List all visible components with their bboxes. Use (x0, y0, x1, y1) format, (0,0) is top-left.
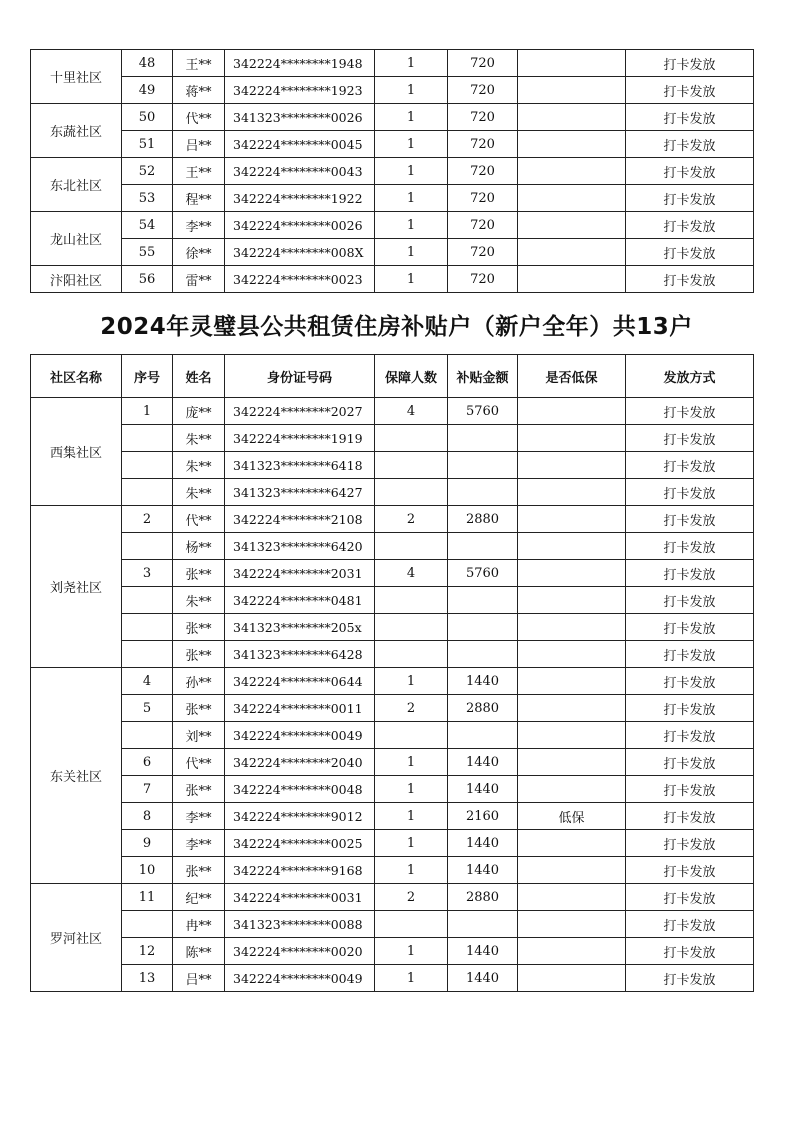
table-row (31, 452, 754, 479)
persons-cell (375, 452, 448, 479)
table-row (31, 749, 754, 776)
table-row (31, 911, 754, 938)
method-cell: 打卡发放 (626, 425, 754, 452)
id-number-cell: 341323********6418 (225, 452, 375, 479)
persons-cell: 4 (375, 398, 448, 425)
serial-no-cell: 4 (122, 668, 173, 695)
amount-cell (448, 614, 518, 641)
serial-no-cell: 10 (122, 857, 173, 884)
name-cell: 王** (173, 50, 225, 77)
table-row (31, 776, 754, 803)
method-cell: 打卡发放 (626, 212, 754, 239)
name-cell: 吕** (173, 131, 225, 158)
low-income-cell (518, 131, 626, 158)
name-cell: 朱** (173, 425, 225, 452)
method-cell: 打卡发放 (626, 266, 754, 293)
amount-cell: 720 (448, 212, 518, 239)
amount-cell: 1440 (448, 965, 518, 992)
name-cell: 张** (173, 641, 225, 668)
table-row (31, 266, 754, 293)
table-row (31, 425, 754, 452)
method-cell: 打卡发放 (626, 668, 754, 695)
serial-no-cell (122, 587, 173, 614)
low-income-cell (518, 857, 626, 884)
table-row (31, 104, 754, 131)
persons-cell: 1 (375, 803, 448, 830)
amount-cell: 2880 (448, 695, 518, 722)
community-cell: 刘尧社区 (31, 506, 122, 668)
amount-cell: 5760 (448, 560, 518, 587)
id-number-cell: 341323********0088 (225, 911, 375, 938)
table-row (31, 830, 754, 857)
method-cell: 打卡发放 (626, 884, 754, 911)
method-cell: 打卡发放 (626, 722, 754, 749)
table-row (31, 212, 754, 239)
community-cell: 十里社区 (31, 50, 122, 104)
low-income-cell (518, 212, 626, 239)
persons-cell: 1 (375, 938, 448, 965)
amount-cell (448, 587, 518, 614)
name-cell: 代** (173, 104, 225, 131)
name-cell: 庞** (173, 398, 225, 425)
id-number-cell: 342224********9012 (225, 803, 375, 830)
amount-cell: 2160 (448, 803, 518, 830)
serial-no-cell: 55 (122, 239, 173, 266)
persons-cell: 1 (375, 77, 448, 104)
method-cell: 打卡发放 (626, 479, 754, 506)
community-cell: 东关社区 (31, 668, 122, 884)
serial-no-cell (122, 641, 173, 668)
persons-cell: 1 (375, 131, 448, 158)
name-cell: 李** (173, 212, 225, 239)
low-income-cell (518, 614, 626, 641)
persons-cell: 1 (375, 266, 448, 293)
amount-cell: 720 (448, 185, 518, 212)
id-number-cell: 342224********1919 (225, 425, 375, 452)
table-row (31, 614, 754, 641)
method-cell: 打卡发放 (626, 776, 754, 803)
table-row (31, 965, 754, 992)
id-number-cell: 342224********2031 (225, 560, 375, 587)
low-income-cell: 低保 (518, 803, 626, 830)
table-row (31, 77, 754, 104)
amount-cell (448, 533, 518, 560)
header-id-number: 身份证号码 (225, 355, 375, 398)
new-household-subsidy-table (30, 354, 754, 992)
amount-cell: 5760 (448, 398, 518, 425)
low-income-cell (518, 749, 626, 776)
top-table-body (31, 50, 754, 293)
amount-cell: 720 (448, 50, 518, 77)
table-row (31, 50, 754, 77)
persons-cell: 1 (375, 239, 448, 266)
id-number-cell: 342224********0049 (225, 722, 375, 749)
serial-no-cell (122, 911, 173, 938)
method-cell: 打卡发放 (626, 506, 754, 533)
table-row (31, 668, 754, 695)
serial-no-cell: 53 (122, 185, 173, 212)
id-number-cell: 342224********0026 (225, 212, 375, 239)
amount-cell (448, 425, 518, 452)
serial-no-cell (122, 452, 173, 479)
low-income-cell (518, 479, 626, 506)
table-row (31, 560, 754, 587)
table-row (31, 479, 754, 506)
name-cell: 朱** (173, 587, 225, 614)
persons-cell (375, 479, 448, 506)
table-row (31, 398, 754, 425)
persons-cell: 1 (375, 857, 448, 884)
id-number-cell: 342224********0049 (225, 965, 375, 992)
serial-no-cell: 48 (122, 50, 173, 77)
method-cell: 打卡发放 (626, 803, 754, 830)
id-number-cell: 341323********6420 (225, 533, 375, 560)
amount-cell: 1440 (448, 830, 518, 857)
community-cell: 罗河社区 (31, 884, 122, 992)
persons-cell (375, 614, 448, 641)
table-row (31, 158, 754, 185)
method-cell: 打卡发放 (626, 131, 754, 158)
low-income-cell (518, 560, 626, 587)
id-number-cell: 342224********0023 (225, 266, 375, 293)
header-persons: 保障人数 (375, 355, 448, 398)
low-income-cell (518, 425, 626, 452)
id-number-cell: 341323********205x (225, 614, 375, 641)
header-amount: 补贴金额 (448, 355, 518, 398)
amount-cell (448, 452, 518, 479)
amount-cell: 1440 (448, 749, 518, 776)
persons-cell (375, 425, 448, 452)
table-row (31, 695, 754, 722)
id-number-cell: 342224********0031 (225, 884, 375, 911)
amount-cell: 720 (448, 131, 518, 158)
serial-no-cell (122, 479, 173, 506)
table-row (31, 131, 754, 158)
low-income-cell (518, 506, 626, 533)
name-cell: 雷** (173, 266, 225, 293)
method-cell: 打卡发放 (626, 614, 754, 641)
method-cell: 打卡发放 (626, 77, 754, 104)
id-number-cell: 342224********2027 (225, 398, 375, 425)
method-cell: 打卡发放 (626, 911, 754, 938)
header-name: 姓名 (173, 355, 225, 398)
serial-no-cell (122, 425, 173, 452)
amount-cell: 2880 (448, 506, 518, 533)
persons-cell (375, 641, 448, 668)
id-number-cell: 341323********6427 (225, 479, 375, 506)
persons-cell: 1 (375, 212, 448, 239)
persons-cell (375, 533, 448, 560)
table-row (31, 641, 754, 668)
serial-no-cell: 52 (122, 158, 173, 185)
persons-cell: 1 (375, 668, 448, 695)
serial-no-cell: 13 (122, 965, 173, 992)
serial-no-cell: 7 (122, 776, 173, 803)
table-row (31, 884, 754, 911)
low-income-cell (518, 722, 626, 749)
id-number-cell: 341323********0026 (225, 104, 375, 131)
id-number-cell: 342224********0025 (225, 830, 375, 857)
method-cell: 打卡发放 (626, 50, 754, 77)
amount-cell: 2880 (448, 884, 518, 911)
method-cell: 打卡发放 (626, 239, 754, 266)
name-cell: 代** (173, 506, 225, 533)
method-cell: 打卡发放 (626, 938, 754, 965)
id-number-cell: 342224********0043 (225, 158, 375, 185)
method-cell: 打卡发放 (626, 452, 754, 479)
community-cell: 汴阳社区 (31, 266, 122, 293)
community-cell: 西集社区 (31, 398, 122, 506)
persons-cell (375, 722, 448, 749)
name-cell: 杨** (173, 533, 225, 560)
name-cell: 代** (173, 749, 225, 776)
low-income-cell (518, 239, 626, 266)
table-row (31, 185, 754, 212)
id-number-cell: 342224********0045 (225, 131, 375, 158)
persons-cell: 4 (375, 560, 448, 587)
header-community: 社区名称 (31, 355, 122, 398)
low-income-cell (518, 695, 626, 722)
serial-no-cell: 54 (122, 212, 173, 239)
method-cell: 打卡发放 (626, 641, 754, 668)
name-cell: 徐** (173, 239, 225, 266)
name-cell: 程** (173, 185, 225, 212)
low-income-cell (518, 77, 626, 104)
amount-cell: 720 (448, 266, 518, 293)
low-income-cell (518, 587, 626, 614)
persons-cell: 2 (375, 884, 448, 911)
main-table-body (31, 398, 754, 992)
id-number-cell: 342224********9168 (225, 857, 375, 884)
low-income-cell (518, 266, 626, 293)
community-cell: 东蔬社区 (31, 104, 122, 158)
persons-cell: 1 (375, 158, 448, 185)
name-cell: 陈** (173, 938, 225, 965)
id-number-cell: 342224********2040 (225, 749, 375, 776)
method-cell: 打卡发放 (626, 398, 754, 425)
method-cell: 打卡发放 (626, 830, 754, 857)
amount-cell: 1440 (448, 938, 518, 965)
name-cell: 冉** (173, 911, 225, 938)
serial-no-cell (122, 722, 173, 749)
low-income-cell (518, 911, 626, 938)
name-cell: 张** (173, 560, 225, 587)
amount-cell: 720 (448, 104, 518, 131)
persons-cell (375, 911, 448, 938)
table-row (31, 857, 754, 884)
amount-cell: 720 (448, 77, 518, 104)
id-number-cell: 342224********0644 (225, 668, 375, 695)
method-cell: 打卡发放 (626, 857, 754, 884)
low-income-cell (518, 884, 626, 911)
top-subsidy-table (30, 49, 754, 293)
serial-no-cell: 3 (122, 560, 173, 587)
low-income-cell (518, 452, 626, 479)
id-number-cell: 342224********008X (225, 239, 375, 266)
serial-no-cell: 11 (122, 884, 173, 911)
low-income-cell (518, 533, 626, 560)
serial-no-cell: 8 (122, 803, 173, 830)
id-number-cell: 342224********2108 (225, 506, 375, 533)
amount-cell (448, 722, 518, 749)
serial-no-cell: 12 (122, 938, 173, 965)
table-row (31, 938, 754, 965)
low-income-cell (518, 185, 626, 212)
header-serial-no: 序号 (122, 355, 173, 398)
amount-cell (448, 911, 518, 938)
table-row (31, 587, 754, 614)
serial-no-cell (122, 533, 173, 560)
table-row (31, 506, 754, 533)
persons-cell: 1 (375, 104, 448, 131)
name-cell: 张** (173, 614, 225, 641)
amount-cell: 1440 (448, 776, 518, 803)
serial-no-cell: 50 (122, 104, 173, 131)
id-number-cell: 342224********0481 (225, 587, 375, 614)
serial-no-cell: 5 (122, 695, 173, 722)
serial-no-cell: 49 (122, 77, 173, 104)
community-cell: 东北社区 (31, 158, 122, 212)
name-cell: 张** (173, 695, 225, 722)
persons-cell: 2 (375, 695, 448, 722)
serial-no-cell: 2 (122, 506, 173, 533)
header-row (31, 355, 754, 398)
amount-cell: 720 (448, 239, 518, 266)
method-cell: 打卡发放 (626, 158, 754, 185)
id-number-cell: 342224********0048 (225, 776, 375, 803)
low-income-cell (518, 668, 626, 695)
id-number-cell: 342224********1923 (225, 77, 375, 104)
persons-cell: 2 (375, 506, 448, 533)
low-income-cell (518, 776, 626, 803)
low-income-cell (518, 641, 626, 668)
persons-cell: 1 (375, 50, 448, 77)
name-cell: 张** (173, 857, 225, 884)
persons-cell (375, 587, 448, 614)
section-title: 2024年灵璧县公共租赁住房补贴户（新户全年）共13户 (100, 314, 693, 340)
serial-no-cell: 51 (122, 131, 173, 158)
name-cell: 刘** (173, 722, 225, 749)
persons-cell: 1 (375, 749, 448, 776)
low-income-cell (518, 50, 626, 77)
low-income-cell (518, 104, 626, 131)
method-cell: 打卡发放 (626, 185, 754, 212)
name-cell: 吕** (173, 965, 225, 992)
serial-no-cell: 9 (122, 830, 173, 857)
serial-no-cell (122, 614, 173, 641)
id-number-cell: 342224********1922 (225, 185, 375, 212)
header-low-income: 是否低保 (518, 355, 626, 398)
method-cell: 打卡发放 (626, 695, 754, 722)
community-cell: 龙山社区 (31, 212, 122, 266)
name-cell: 孙** (173, 668, 225, 695)
name-cell: 朱** (173, 479, 225, 506)
id-number-cell: 342224********1948 (225, 50, 375, 77)
low-income-cell (518, 965, 626, 992)
method-cell: 打卡发放 (626, 104, 754, 131)
name-cell: 蒋** (173, 77, 225, 104)
id-number-cell: 342224********0011 (225, 695, 375, 722)
persons-cell: 1 (375, 185, 448, 212)
serial-no-cell: 56 (122, 266, 173, 293)
low-income-cell (518, 398, 626, 425)
header-method: 发放方式 (626, 355, 754, 398)
amount-cell: 720 (448, 158, 518, 185)
method-cell: 打卡发放 (626, 587, 754, 614)
table-row (31, 803, 754, 830)
id-number-cell: 342224********0020 (225, 938, 375, 965)
low-income-cell (518, 938, 626, 965)
amount-cell: 1440 (448, 857, 518, 884)
persons-cell: 1 (375, 776, 448, 803)
name-cell: 朱** (173, 452, 225, 479)
serial-no-cell: 1 (122, 398, 173, 425)
name-cell: 纪** (173, 884, 225, 911)
amount-cell (448, 641, 518, 668)
name-cell: 李** (173, 830, 225, 857)
id-number-cell: 341323********6428 (225, 641, 375, 668)
name-cell: 李** (173, 803, 225, 830)
method-cell: 打卡发放 (626, 749, 754, 776)
persons-cell: 1 (375, 830, 448, 857)
persons-cell: 1 (375, 965, 448, 992)
table-row (31, 722, 754, 749)
amount-cell: 1440 (448, 668, 518, 695)
low-income-cell (518, 830, 626, 857)
table-row (31, 239, 754, 266)
method-cell: 打卡发放 (626, 965, 754, 992)
name-cell: 张** (173, 776, 225, 803)
method-cell: 打卡发放 (626, 560, 754, 587)
table-header (31, 355, 754, 398)
method-cell: 打卡发放 (626, 533, 754, 560)
name-cell: 王** (173, 158, 225, 185)
amount-cell (448, 479, 518, 506)
low-income-cell (518, 158, 626, 185)
table-row (31, 533, 754, 560)
serial-no-cell: 6 (122, 749, 173, 776)
